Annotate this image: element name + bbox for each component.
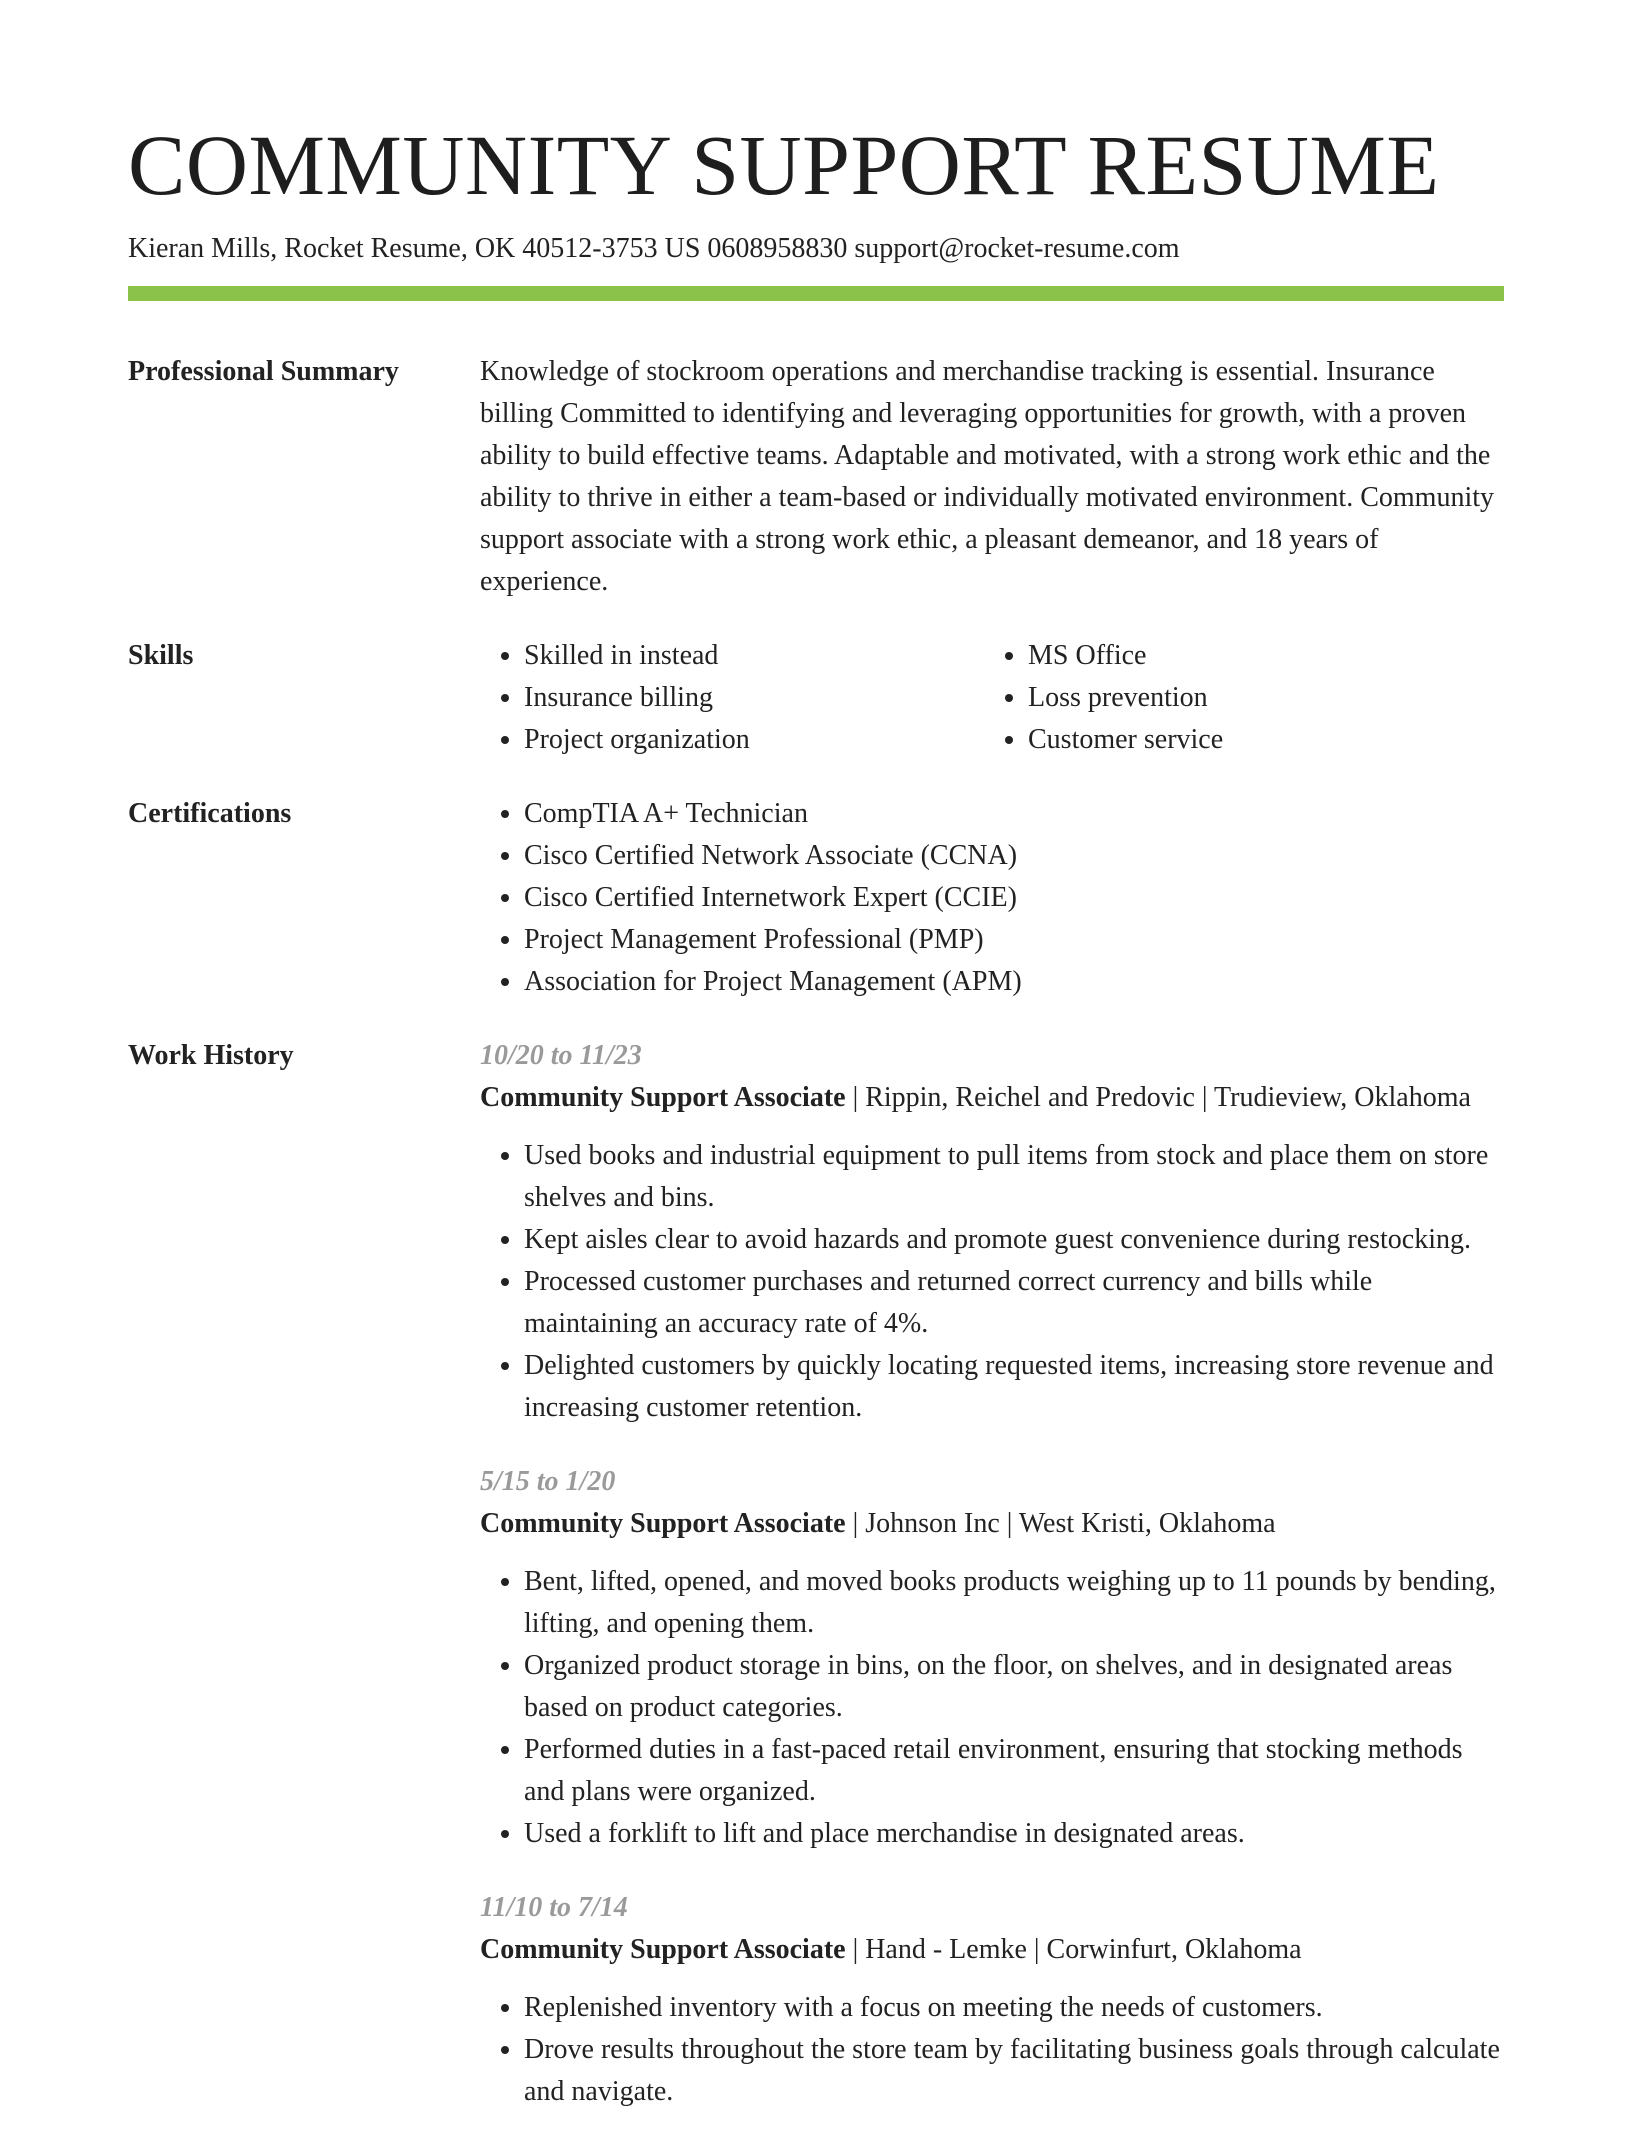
job-bullet: • Performed duties in a fast-paced retail environment, ensuring that stocking methods and plans were organized. [524, 1729, 1504, 1813]
job-entry [480, 1887, 1504, 2113]
job-entry [480, 1461, 1504, 1855]
summary-section [128, 351, 1504, 603]
skills-body [480, 635, 1504, 761]
resume-title: COMMUNITY SUPPORT RESUME [128, 117, 1440, 213]
job-title: Community Support Associate [480, 1934, 846, 1965]
skills-section [128, 635, 1504, 761]
skill-item: • Customer service [1028, 719, 1488, 761]
section-title-certifications: Certifications [128, 798, 292, 829]
section-title-work-history: Work History [128, 1040, 294, 1071]
skill-item: • Loss prevention [1028, 677, 1488, 719]
skill-item: • Project organization [524, 719, 984, 761]
job-heading [480, 1503, 1504, 1545]
certifications-list [480, 793, 1504, 1003]
job-bullet: • Organized product storage in bins, on the floor, on shelves, and in designated areas based on product categories. [524, 1645, 1504, 1729]
job-bullet: • Delighted customers by quickly locating requested items, increasing store revenue and increasing customer retention. [524, 1345, 1504, 1429]
job-bullet: • Kept aisles clear to avoid hazards and promote guest convenience during restocking. [524, 1219, 1504, 1261]
contact-line [128, 230, 1180, 268]
contact-phone: 0608958830 [707, 233, 848, 264]
job-employer-location: | Hand - Lemke | Corwinfurt, Oklahoma [845, 1934, 1302, 1965]
job-employer-location: | Johnson Inc | West Kristi, Oklahoma [845, 1508, 1276, 1539]
section-title-summary: Professional Summary [128, 356, 399, 387]
skill-item: • Insurance billing [524, 677, 984, 719]
skills-column-right [984, 635, 1488, 761]
job-employer-location: | Rippin, Reichel and Predovic | Trudieview, Oklahoma [845, 1082, 1471, 1113]
job-title: Community Support Associate [480, 1508, 846, 1539]
accent-divider [128, 286, 1504, 301]
job-entry [480, 1035, 1504, 1429]
work-history-body [480, 1035, 1504, 2145]
job-bullets [480, 1135, 1504, 1429]
job-title: Community Support Associate [480, 1082, 846, 1113]
certification-item: • Project Management Professional (PMP) [524, 919, 1504, 961]
certifications-section [128, 793, 1504, 1003]
job-bullet: • Used books and industrial equipment to pull items from stock and place them on store shelves and bins. [524, 1135, 1504, 1219]
skills-list-right [984, 635, 1488, 761]
job-dates: 11/10 to 7/14 [480, 1892, 628, 1923]
job-bullet: • Processed customer purchases and returned correct currency and bills while maintaining an accuracy rate of 4%. [524, 1261, 1504, 1345]
section-title-skills: Skills [128, 640, 194, 671]
certification-item: • Association for Project Management (APM) [524, 961, 1504, 1003]
skill-item: • Skilled in instead [524, 635, 984, 677]
skill-item: • MS Office [1028, 635, 1488, 677]
skills-list-left [480, 635, 984, 761]
job-bullet: • Bent, lifted, opened, and moved books products weighing up to 11 pounds by bending, lifting, and opening them. [524, 1561, 1504, 1645]
summary-body [480, 351, 1504, 603]
certification-item: • CompTIA A+ Technician [524, 793, 1504, 835]
job-bullets [480, 1987, 1504, 2113]
job-heading [480, 1077, 1504, 1119]
contact-email: support@rocket-resume.com [854, 233, 1180, 264]
skills-column-left [480, 635, 984, 761]
certifications-body [480, 793, 1504, 1003]
certification-item: • Cisco Certified Internetwork Expert (CCIE) [524, 877, 1504, 919]
job-dates: 10/20 to 11/23 [480, 1040, 642, 1071]
work-history-section [128, 1035, 1504, 2145]
job-bullet: • Replenished inventory with a focus on meeting the needs of customers. [524, 1987, 1504, 2029]
job-heading [480, 1929, 1504, 1971]
job-dates: 5/15 to 1/20 [480, 1466, 616, 1497]
job-bullet: • Used a forklift to lift and place merchandise in designated areas. [524, 1813, 1504, 1855]
resume-sections [128, 351, 1504, 2145]
job-bullets [480, 1561, 1504, 1855]
contact-address: Kieran Mills, Rocket Resume, OK 40512-3753 US [128, 233, 701, 264]
certification-item: • Cisco Certified Network Associate (CCNA) [524, 835, 1504, 877]
job-bullet: • Drove results throughout the store team by facilitating business goals through calculate and navigate. [524, 2029, 1504, 2113]
summary-text: Knowledge of stockroom operations and merchandise tracking is essential. Insurance billing Committed to identifying and leveraging opportunities for growth, with a proven ability to build effective teams. Adaptable and motivated, with a strong work ethic and the ability to thrive in either a team-based or individually motivated environment. Community support associate with a strong work ethic, a pleasant demeanor, and 18 years of experience. [480, 356, 1495, 597]
